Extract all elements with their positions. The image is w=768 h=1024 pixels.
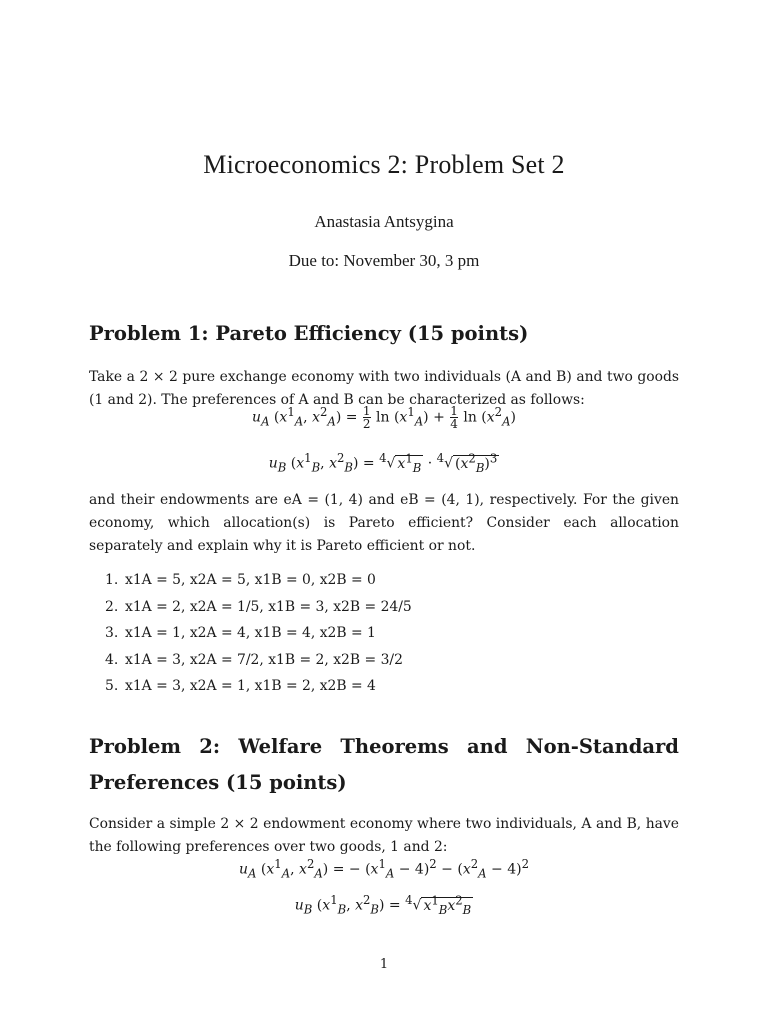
- list-item: 1. x1A = 5, x2A = 5, x1B = 0, x2B = 0: [105, 572, 376, 588]
- problem1-heading: Problem 1: Pareto Efficiency (15 points): [89, 322, 529, 345]
- author: Anastasia Antsygina: [314, 212, 454, 231]
- utility-b-equation-2: $u_B$ ($x^1_B$, $x^2_B) = ^4√$ $x^1_Bx^2_B$: [294, 893, 472, 917]
- list-item: 2. x1A = 2, x2A = 1/5, x1B = 3, x2B = 24/5: [105, 598, 412, 615]
- problem1-endowments: and their endowments are eA = (1, 4) and eB = (4, 1), respectively. For the given economy, which allocation(s) is Pareto efficient? Consider each allocation separately and explain why it is Pareto efficient or not.: [89, 492, 679, 554]
- due-date: Due to: November 30, 3 pm: [288, 251, 480, 270]
- utility-a-equation: $u_A$ ($x^1_A$, $x^2_A$) = $\frac{1}{2}$ $\ln (x^1_A)$ + $\frac{1}{4}$ $\ln (x^2_A)$: [252, 404, 516, 432]
- allocation-list: [105, 567, 412, 700]
- problem2-intro: Consider a simple 2 × 2 endowment economy where two individuals, A and B, have the following preferences over two goods, 1 and 2:: [89, 816, 679, 855]
- page-number: 1: [379, 957, 389, 972]
- list-item: 3. x1A = 1, x2A = 4, x1B = 4, x2B = 1: [105, 625, 376, 641]
- list-item: 4. x1A = 3, x2A = 7/2, x1B = 2, x2B = 3/2: [105, 651, 403, 668]
- utility-a-equation-2: $u_A$ ($x^1_A$, $x^2_A$) = − $(x^1_A - 4)^2 - (x^2_A - 4)^2$: [239, 857, 529, 881]
- page-title: Microeconomics 2: Problem Set 2: [203, 150, 565, 179]
- list-item: 5. x1A = 3, x2A = 1, x1B = 2, x2B = 4: [105, 678, 376, 694]
- problem2-heading: Problem 2: Welfare Theorems and Non-Standard Preferences (15 points): [89, 735, 679, 794]
- problem1-intro: Take a 2 × 2 pure exchange economy with two individuals (A and B) and two goods (1 and 2). The preferences of A and B can be characterized as follows:: [89, 369, 679, 408]
- utility-b-equation: $u_B$ ($x^1_B$, $x^2_B) = ^4√$ $x^1_B \cdot ^4√$ $(x^2_B)^3$: [268, 451, 498, 475]
